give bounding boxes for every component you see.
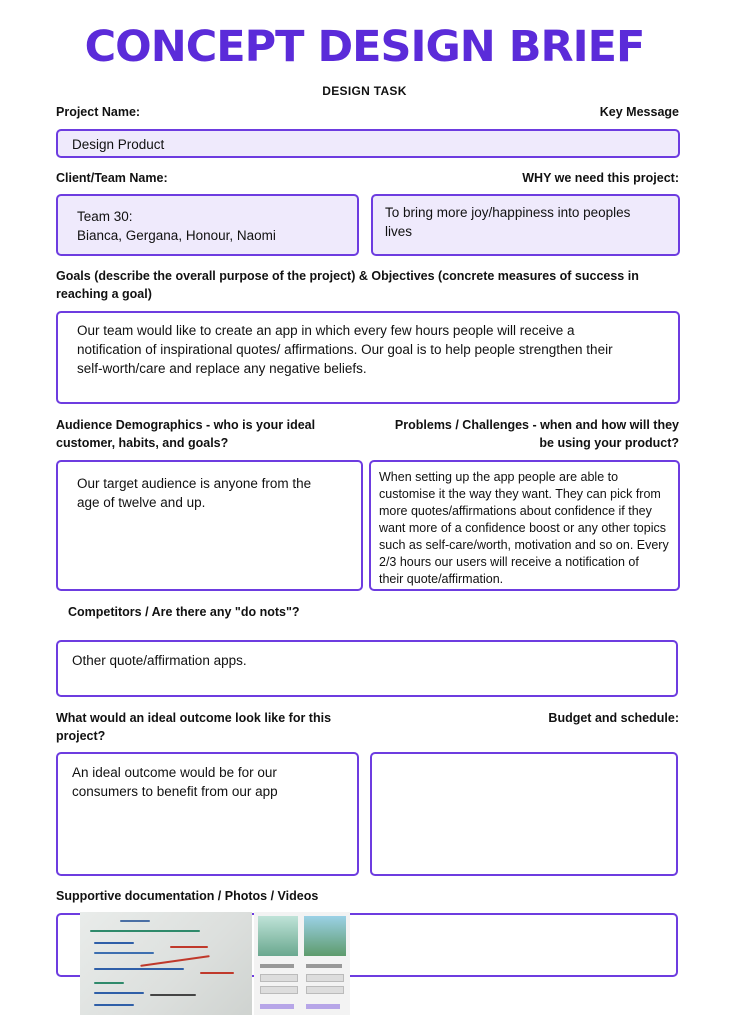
client-team-text <box>77 207 276 245</box>
problems-line: 2/3 hours our users will receive a notification of <box>379 555 639 569</box>
competitors-text: Other quote/affirmation apps. <box>72 653 247 668</box>
outcome-label-line: project? <box>56 729 106 743</box>
goals-field[interactable] <box>56 311 680 404</box>
page-subtitle: DESIGN TASK <box>322 84 407 98</box>
supportive-photo[interactable] <box>80 912 350 1015</box>
competitors-field[interactable] <box>56 640 678 697</box>
key-message-label: Key Message <box>599 105 679 119</box>
audience-line: age of twelve and up. <box>77 495 206 510</box>
goals-label <box>56 267 639 303</box>
why-line: lives <box>385 224 413 239</box>
goals-label-line: Goals (describe the overall purpose of the project) & Objectives (concrete measures of success in <box>56 269 639 283</box>
page-title: CONCEPT DESIGN BRIEF <box>84 22 645 72</box>
audience-field[interactable] <box>56 460 363 591</box>
problems-line: When setting up the app people are able to <box>379 470 619 484</box>
problems-line: their quote/affirmation. <box>379 572 504 586</box>
problems-label-line: be using your product? <box>539 436 679 450</box>
problems-line: customise it the way they want. They can pick from <box>379 487 661 501</box>
supportive-label: Supportive documentation / Photos / Videos <box>56 889 319 903</box>
project-name-label: Project Name: <box>56 105 141 119</box>
client-team-line: Team 30: <box>77 209 133 224</box>
goals-line: self-worth/care and replace any negative beliefs. <box>77 361 367 376</box>
problems-line: more quotes/affirmations about confidence if they <box>379 504 652 518</box>
audience-line: Our target audience is anyone from the <box>77 476 312 491</box>
app-mockup-photo <box>254 912 350 1015</box>
problems-field[interactable] <box>369 460 680 591</box>
whiteboard-photo <box>80 912 252 1015</box>
why-line: To bring more joy/happiness into peoples <box>385 205 631 220</box>
audience-label-line: Audience Demographics - who is your ideal <box>56 418 316 432</box>
audience-label-line: customer, habits, and goals? <box>56 436 229 450</box>
competitors-label: Competitors / Are there any "do nots"? <box>68 605 300 619</box>
problems-line: such as self-care/worth, motivation and so on. Every <box>379 538 669 552</box>
client-team-field[interactable] <box>56 194 359 256</box>
project-name-value: Design Product <box>72 137 165 152</box>
budget-label: Budget and schedule: <box>548 711 679 725</box>
why-field[interactable] <box>371 194 680 256</box>
problems-label <box>395 416 679 452</box>
why-text <box>385 203 630 241</box>
audience-text <box>77 474 311 512</box>
problems-text <box>379 469 673 588</box>
outcome-line: consumers to benefit from our app <box>72 784 278 799</box>
goals-line: notification of inspirational quotes/ affirmations. Our goal is to help people strengthen their <box>77 342 613 357</box>
problems-label-line: Problems / Challenges - when and how will they <box>394 418 679 432</box>
outcome-label-line: What would an ideal outcome look like for this <box>56 711 332 725</box>
outcome-label <box>56 709 331 745</box>
goals-label-line: reaching a goal) <box>56 287 152 301</box>
outcome-field[interactable] <box>56 752 359 876</box>
budget-field[interactable] <box>370 752 678 876</box>
goals-line: Our team would like to create an app in which every few hours people will receive a <box>77 323 575 338</box>
project-name-field[interactable] <box>56 129 680 158</box>
audience-label <box>56 416 315 452</box>
why-label: WHY we need this project: <box>522 171 679 185</box>
goals-text <box>77 321 613 378</box>
client-team-line: Bianca, Gergana, Honour, Naomi <box>77 228 276 243</box>
outcome-line: An ideal outcome would be for our <box>72 765 277 780</box>
problems-line: want more of a confidence boost or any other topics <box>379 521 666 535</box>
client-team-label: Client/Team Name: <box>56 171 168 185</box>
outcome-text <box>72 763 278 801</box>
